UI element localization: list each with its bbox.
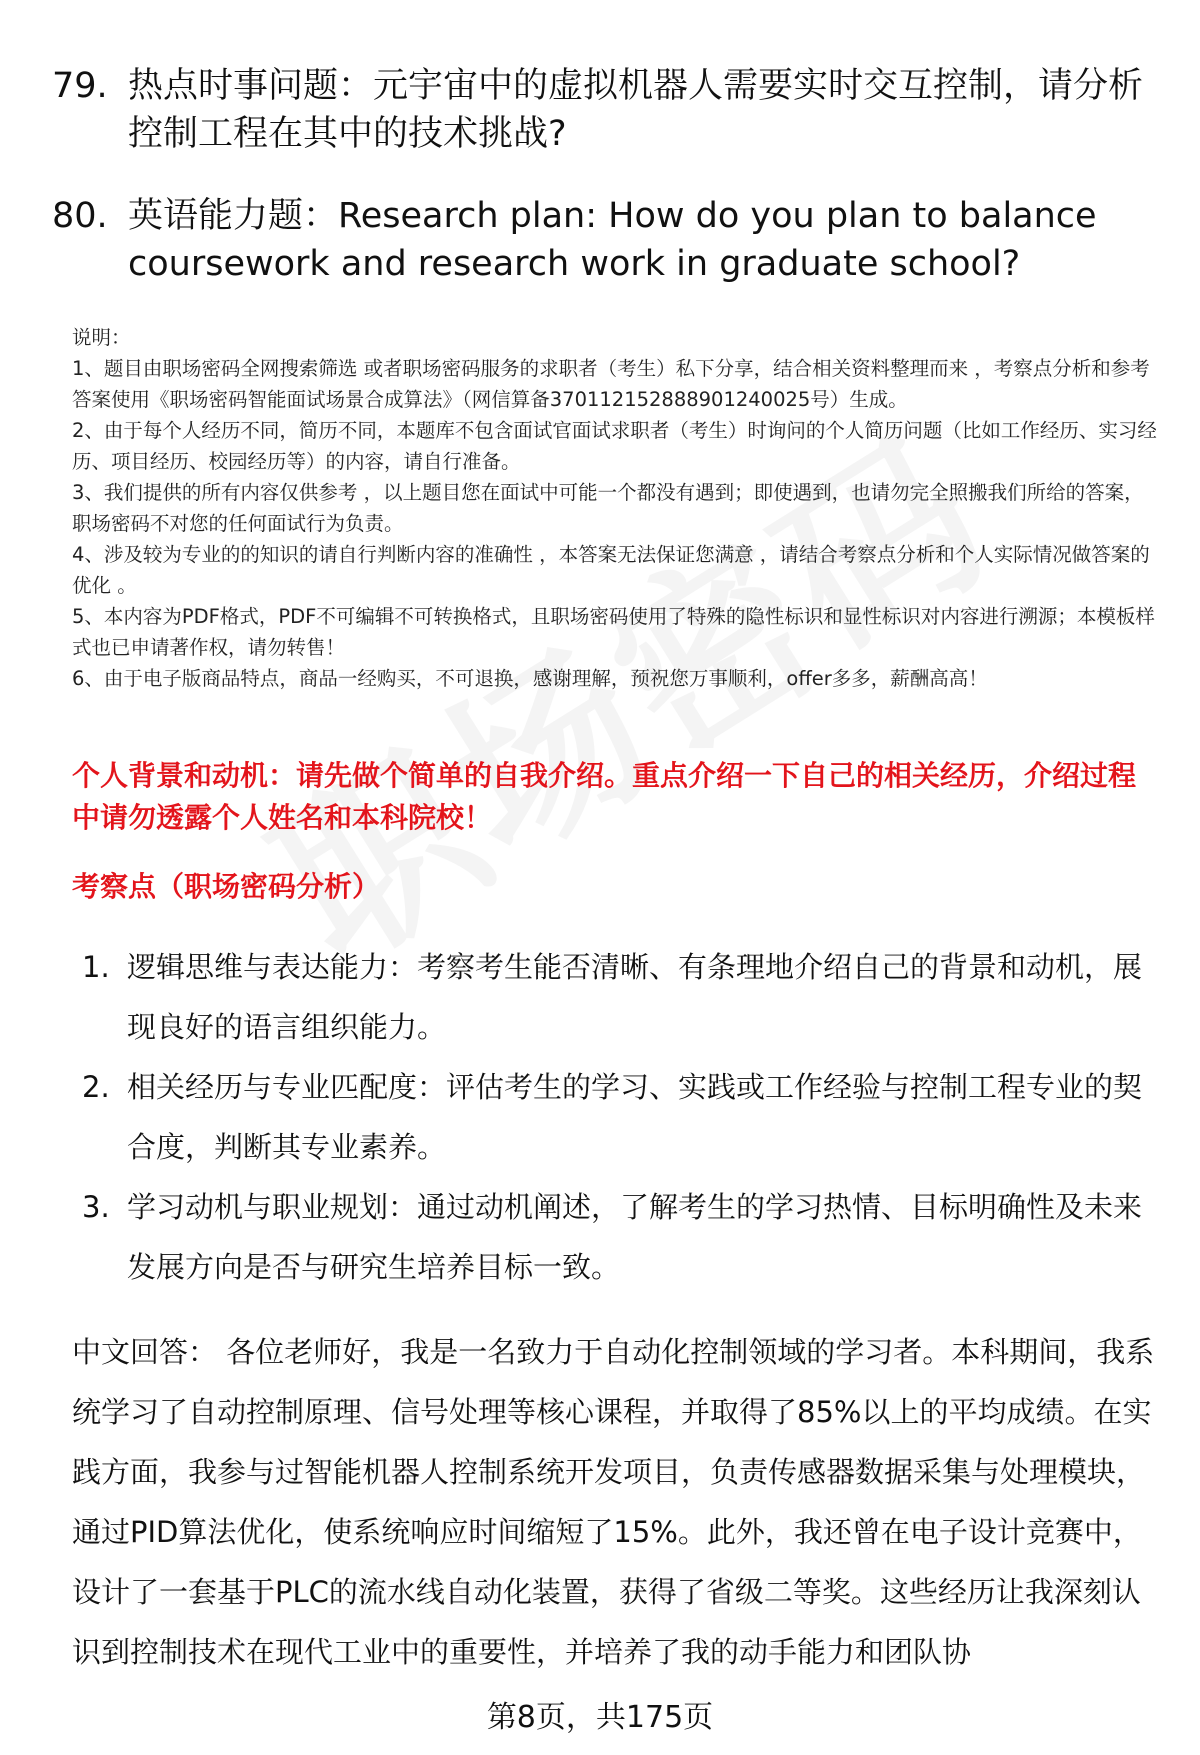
note-item: 6、由于电子版商品特点，商品一经购买，不可退换，感谢理解，预祝您万事顺利，offer多多，薪酬高高！ — [72, 667, 988, 690]
point-text: 逻辑思维与表达能力：考察考生能否清晰、有条理地介绍自己的背景和动机，展现良好的语言组织能力。 — [127, 950, 1143, 1044]
question-80 — [52, 192, 1152, 288]
point-number: 3. — [82, 1190, 110, 1224]
question-text: 英语能力题：Research plan: How do you plan to balance coursework and research work in graduate school? — [128, 196, 1097, 284]
question-text: 热点时事问题：元宇宙中的虚拟机器人需要实时交互控制，请分析控制工程在其中的技术挑战? — [128, 66, 1144, 154]
background-question: 个人背景和动机：请先做个简单的自我介绍。重点介绍一下自己的相关经历，介绍过程中请勿透露个人姓名和本科院校！ — [72, 759, 1137, 834]
question-number: 79. — [52, 66, 108, 106]
analysis-points — [82, 937, 1152, 1297]
note-item: 3、我们提供的所有内容仅供参考 ，以上题目您在面试中可能一个都没有遇到；即使遇到，也请勿完全照搬我们所给的答案，职场密码不对您的任何面试行为负责。 — [72, 481, 1144, 535]
point-text: 学习动机与职业规划：通过动机阐述，了解考生的学习热情、目标明确性及未来发展方向是否与研究生培养目标一致。 — [127, 1190, 1143, 1284]
notes-section — [72, 322, 1157, 694]
notes-title: 说明： — [72, 326, 131, 349]
point-number: 2. — [82, 1070, 110, 1104]
note-item: 5、本内容为PDF格式，PDF不可编辑不可转换格式，且职场密码使用了特殊的隐性标识和显性标识对内容进行溯源；本模板样式也已申请著作权，请勿转售！ — [72, 605, 1155, 659]
point-number: 1. — [82, 950, 110, 984]
note-item: 1、题目由职场密码全网搜索筛选 或者职场密码服务的求职者（考生）私下分享，结合相关资料整理而来 ，考察点分析和参考答案使用《职场密码智能面试场景合成算法》（网信算备370112152888901240025号）生成。 — [72, 357, 1150, 411]
note-item: 4、涉及较为专业的的知识的请自行判断内容的准确性 ，本答案无法保证您满意 ，请结合考察点分析和个人实际情况做答案的优化 。 — [72, 543, 1150, 597]
list-item — [82, 1057, 1152, 1177]
analysis-title: 考察点（职场密码分析） — [72, 870, 381, 903]
chinese-answer: 中文回答： 各位老师好，我是一名致力于自动化控制领域的学习者。本科期间，我系统学习了自动控制原理、信号处理等核心课程，并取得了85%以上的平均成绩。在实践方面，我参与过智能机器人控制系统开发项目，负责传感器数据采集与处理模块，通过PID算法优化，使系统响应时间缩短了15%。此外，我还曾在电子设计竞赛中，设计了一套基于PLC的流水线自动化装置，获得了省级二等奖。这些经历让我深刻认识到控制技术在现代工业中的重要性，并培养了我的动手能力和团队协 — [72, 1335, 1155, 1669]
question-number: 80. — [52, 196, 108, 236]
note-item: 2、由于每个人经历不同，简历不同，本题库不包含面试官面试求职者（考生）时询问的个人简历问题（比如工作经历、实习经历、项目经历、校园经历等）的内容，请自行准备。 — [72, 419, 1157, 473]
question-79 — [52, 62, 1152, 158]
list-item — [82, 937, 1152, 1057]
page-footer: 第8页，共175页 — [486, 1700, 714, 1735]
point-text: 相关经历与专业匹配度：评估考生的学习、实践或工作经验与控制工程专业的契合度，判断其专业素养。 — [127, 1070, 1143, 1164]
list-item — [82, 1177, 1152, 1297]
